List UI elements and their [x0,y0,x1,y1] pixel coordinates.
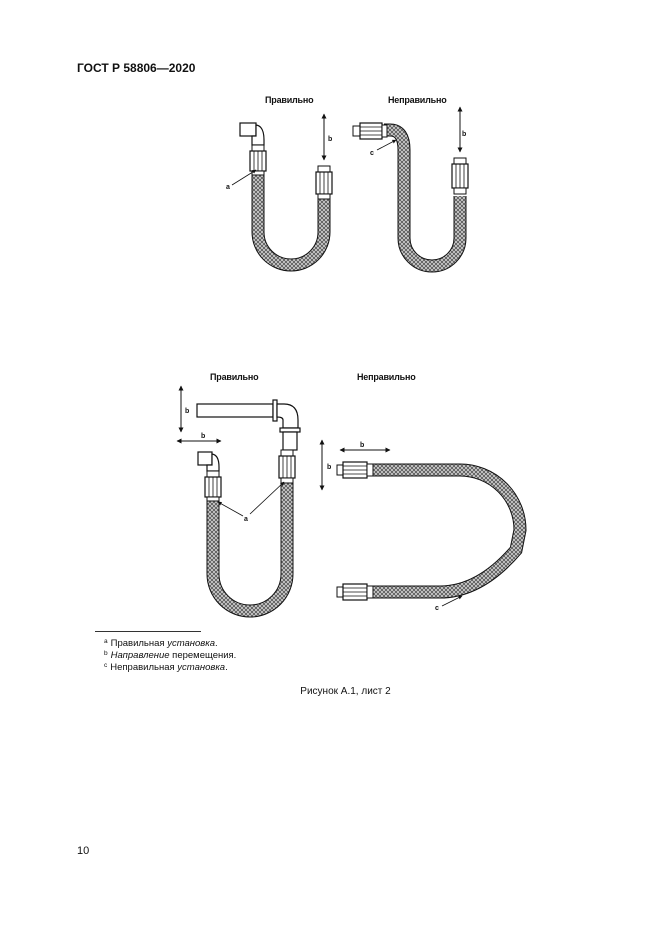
label-incorrect-top: Неправильно [388,95,447,105]
marker-b-top-incorrect: b [462,131,467,138]
label-correct-bottom: Правильно [210,372,259,382]
marker-b-bottom-horizontal: b [201,433,206,440]
footnote-a-italic: установка [167,638,216,649]
footnote-mark-a: a [104,638,108,645]
footnote-mark-c: c [104,662,108,669]
marker-b-top-correct: b [328,136,333,143]
page-number: 10 [77,845,90,857]
label-incorrect-bottom: Неправильно [357,372,416,382]
marker-a-top-correct: a [226,184,230,191]
figure-caption-row [0,686,661,697]
footnote-separator [95,631,201,632]
marker-b-bottom-right-vertical: b [327,464,332,471]
footnote-c [104,660,228,674]
label-correct-top: Правильно [265,95,314,105]
hose-bottom-correct [177,386,322,611]
footnote-b-end: перемещения. [169,650,237,661]
footnote-a-end: . [215,638,218,649]
hose-top-incorrect [353,107,468,266]
figure-caption: Рисунок А.1, лист 2 [300,686,391,697]
footnote-b-italic: Направление [110,650,170,661]
marker-b-bottom-incorrect: b [360,442,365,449]
document-header: ГОСТ Р 58806—2020 [77,61,196,75]
marker-a-bottom-correct: a [244,516,248,523]
footnote-a-text: Правильная [110,638,168,649]
footnote-mark-b: b [104,650,108,657]
hose-bottom-incorrect [337,450,520,606]
footnote-c-end: . [225,662,228,673]
marker-c-bottom-incorrect: c [435,605,439,612]
marker-c-top-incorrect: c [370,150,374,157]
footnote-c-italic: установка [177,662,226,673]
marker-b-bottom-vertical: b [185,408,190,415]
hose-top-correct [232,114,332,265]
footnote-c-text: Неправильная [110,662,178,673]
